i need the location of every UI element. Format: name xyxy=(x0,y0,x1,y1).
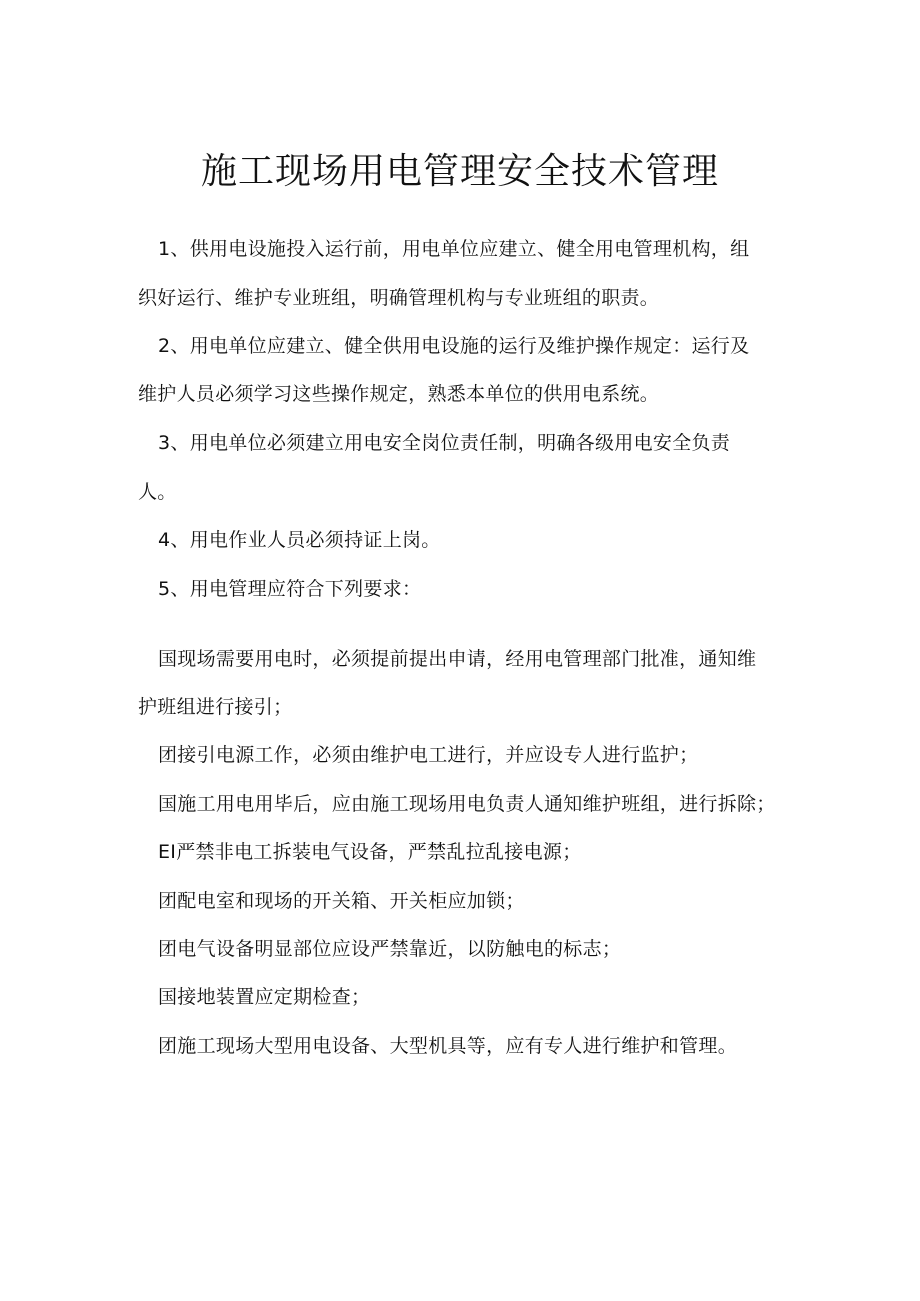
paragraph-5-line-1: 5、用电管理应符合下列要求： xyxy=(158,578,422,600)
requirement-1-line-2: 护班组进行接引； xyxy=(138,696,293,718)
requirement-6: 团电气设备明显部位应设严禁靠近，以防触电的标志； xyxy=(158,938,622,960)
paragraph-1-line-2: 织好运行、维护专业班组，明确管理机构与专业班组的职责。 xyxy=(138,287,660,309)
requirement-1-line-1: 国现场需要用电时，必须提前提出申请，经用电管理部门批准，通知维 xyxy=(158,648,757,670)
paragraph-1-line-1: 1、供用电设施投入运行前，用电单位应建立、健全用电管理机构，组 xyxy=(158,238,750,260)
paragraph-3-line-2: 人。 xyxy=(138,481,177,503)
requirement-4: EI严禁非电工拆装电气设备，严禁乱拉乱接电源； xyxy=(158,841,582,863)
requirement-8: 团施工现场大型用电设备、大型机具等，应有专人进行维护和管理。 xyxy=(158,1035,738,1057)
paragraph-2-line-1: 2、用电单位应建立、健全供用电设施的运行及维护操作规定：运行及 xyxy=(158,335,750,357)
paragraph-3-line-1: 3、用电单位必须建立用电安全岗位责任制，明确各级用电安全负责 xyxy=(158,432,731,454)
document-title: 施工现场用电管理安全技术管理 xyxy=(200,151,719,192)
paragraph-2-line-2: 维护人员必须学习这些操作规定，熟悉本单位的供用电系统。 xyxy=(138,383,660,405)
requirement-7: 国接地装置应定期检查； xyxy=(158,986,371,1008)
requirement-2: 团接引电源工作，必须由维护电工进行，并应设专人进行监护； xyxy=(158,744,699,766)
requirement-3: 国施工用电用毕后，应由施工现场用电负责人通知维护班组，进行拆除； xyxy=(158,793,776,815)
paragraph-4-line-1: 4、用电作业人员必须持证上岗。 xyxy=(158,529,441,551)
requirement-5: 团配电室和现场的开关箱、开关柜应加锁； xyxy=(158,890,525,912)
